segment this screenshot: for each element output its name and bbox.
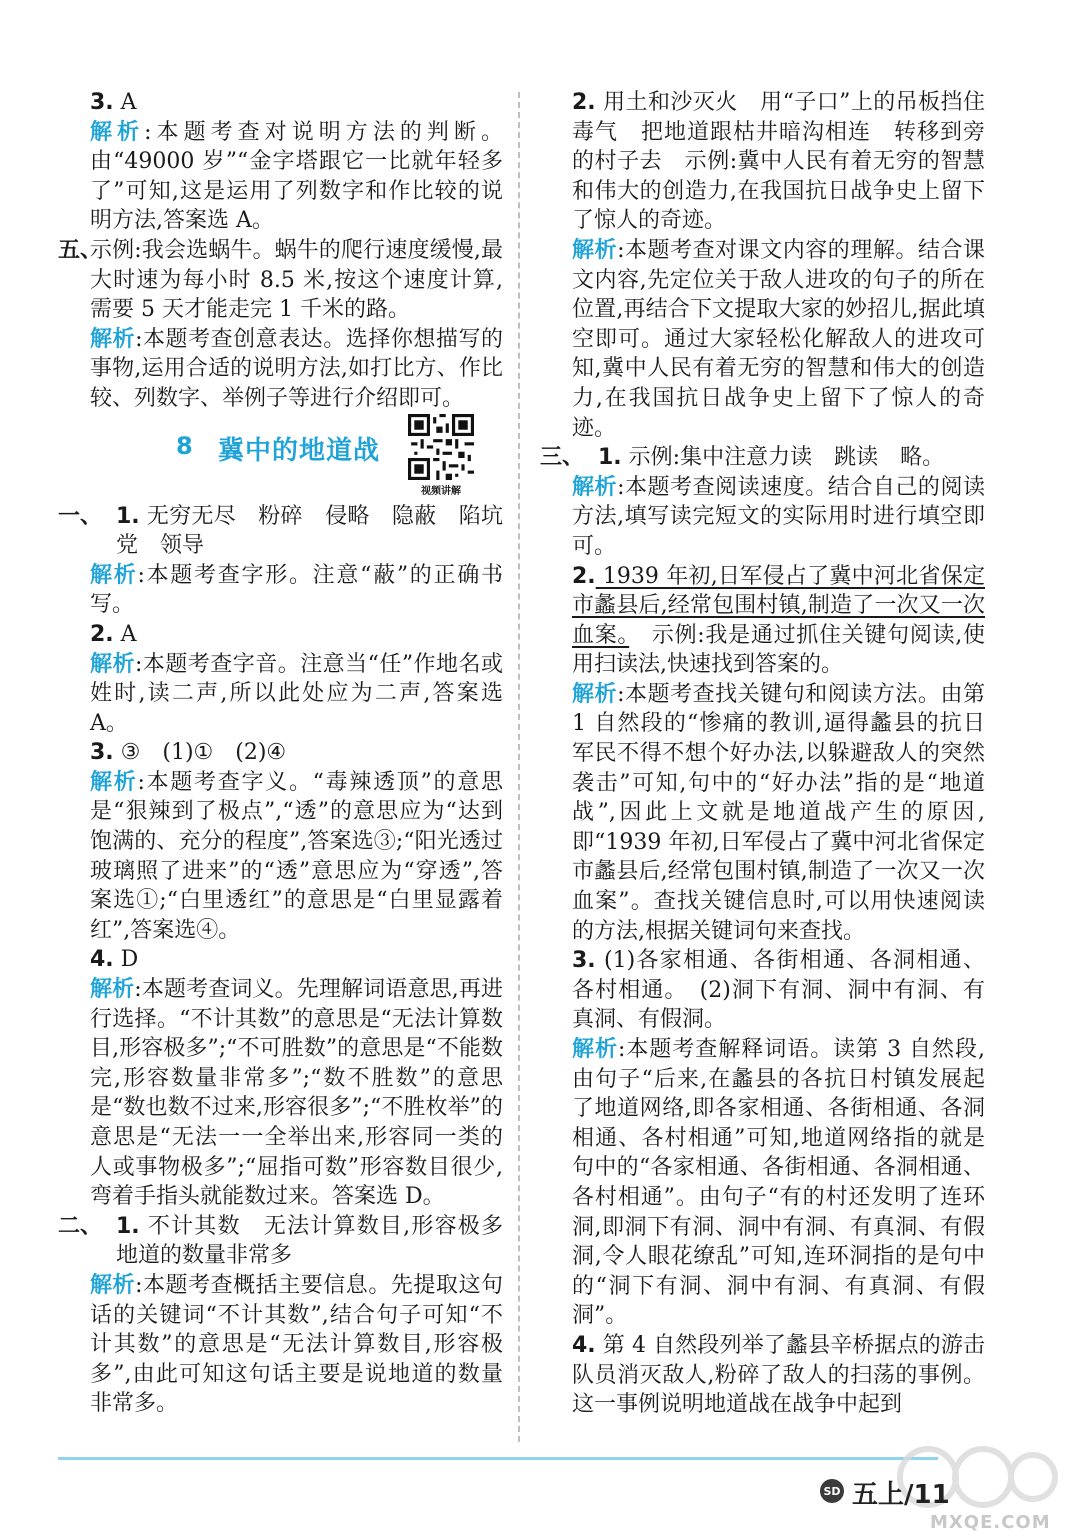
lesson-heading	[58, 420, 503, 497]
section-1-answer-2: 2. A	[90, 621, 137, 647]
section-1-answer-3: 3. ③ (1)① (2)④	[90, 740, 287, 766]
section-1-analysis-2: 解析:本题考查字音。注意当“任”作地名或姓时,读二声,所以此处应为二声,答案选 A。	[90, 651, 503, 736]
section-1-answer-1: 一、 1. 无穷无尽 粉碎 侵略 隐蔽 陷坑 党 领导	[58, 503, 526, 559]
section-2-answer-2: 2. 用土和沙灭火 用“子口”上的吊板挡住毒气 把地道跟枯井暗沟相连 转移到旁的村子去 示例:冀中人民有着无穷的智慧和伟大的创造力,在我国抗日战争史上留下了惊人的奇迹。	[572, 90, 985, 234]
section-2-answer-1: 二、 1. 不计其数 无法计算数目,形容极多 地道的数量非常多	[58, 1213, 526, 1269]
section-5-answer: 五、 示例:我会选蜗牛。蜗牛的爬行速度缓慢,最大时速为每小时 8.5 米,按这个速度计算,需要 5 天才能走完 1 千米的路。	[58, 237, 503, 323]
left-column	[58, 88, 526, 1419]
footer-rule	[58, 1457, 938, 1460]
section-2-analysis-2: 解析:本题考查对课文内容的理解。结合课文内容,先定位关于敌人进攻的句子的所在位置,再结合下文提取大家的妙招儿,据此填空即可。通过大家轻松化解敌人的进攻可知,冀中人民有着无穷的智慧和伟大的创造力,在我国抗日战争史上留下了惊人的奇迹。	[572, 237, 985, 441]
section-3-analysis-2: 解析:本题考查找关键句和阅读方法。由第 1 自然段的“惨痛的教训,逼得蠡县的抗日军民不得不想个好办法,以躲避敌人的突然袭击”可知,句中的“好办法”指的是“地道战”,因此上文就是地道战产生的原因,即“1939 年初,日军侵占了冀中河北省保定市蠡县后,经常包围村镇,制造了一次又一次血案”。查找关键信息时,可以用快速阅读的方法,根据关键词句来查找。	[572, 681, 985, 944]
page-number: 五上/11	[852, 1480, 950, 1510]
section-2-analysis-1: 解析:本题考查概括主要信息。先提取这句话的关键词“不计其数”,结合句子可知“不计其数”的意思是“无法计算数目,形容极多”,由此可知这句话主要是说地道的数量非常多。	[90, 1272, 503, 1417]
section-1-answer-4: 4. D	[90, 947, 139, 973]
answer-3: 3. A	[90, 90, 137, 115]
section-3-analysis-3: 解析:本题考查解释词语。读第 3 自然段,由句子“后来,在蠡县的各抗日村镇发展起了地道网络,即各家相通、各街相通、各洞相通、各村相通”可知,地道网络指的就是句中的“各家相通、各街相通、各洞相通、各村相通”。由句子“有的村还发明了连环洞,即洞下有洞、洞中有洞、有真洞、有假洞,令人眼花缭乱”可知,连环洞指的是句中的“洞下有洞、洞中有洞、有真洞、有假洞”。	[572, 1037, 985, 1329]
publisher-badge: SD	[820, 1479, 844, 1503]
section-1-analysis-4: 解析:本题考查词义。先理解词语意思,再进行选择。“不计其数”的意思是“无法计算数目,形容极多”;“不可胜数”的意思是“不能数完,形容数量非常多”;“数不胜数”的意思是“数也数不过来,形容很多”;“不胜枚举”的意思是“无法一一全举出来,形容同一类的人或事物极多”;“屈指可数”形容数目很少,弯着手指头就能数过来。答案选 D。	[90, 977, 503, 1210]
qr-code-label: 视频讲解	[421, 485, 461, 497]
analysis-3: 解析:本题考查对说明方法的判断。由“49000 岁”“金字塔跟它一比就年轻多了”可知,这是运用了列数字和作比较的说明方法,答案选 A。	[90, 119, 503, 234]
section-5-analysis: 解析:本题考查创意表达。选择你想描写的事物,运用合适的说明方法,如打比方、作比较、列数字、举例子等进行介绍即可。	[90, 326, 503, 411]
section-3-answer-3: 3. (1)各家相通、各街相通、各洞相通、各村相通。 (2)洞下有洞、洞中有洞、有真洞、有假洞。	[572, 948, 985, 1033]
lesson-number: 8	[176, 431, 193, 460]
lesson-title: 冀中的地道战	[218, 435, 381, 466]
section-1-analysis-3: 解析:本题考查字义。“毒辣透顶”的意思是“狠辣到了极点”,“透”的意思应为“达到饱满的、充分的程度”,答案选③;“阳光透过玻璃照了进来”的“透”意思应为“穿透”,答案选①;“白里透红”的意思是“白里显露着红”,答案选④。	[90, 769, 503, 943]
qr-code-icon[interactable]	[408, 414, 474, 480]
section-3-answer-2: 2. 1939 年初,日军侵占了冀中河北省保定市蠡县后,经常包围村镇,制造了一次又一次血案。 示例:我是通过抓住关键句阅读,使用扫读法,快速找到答案的。	[572, 563, 985, 678]
section-3-analysis-1: 解析:本题考查阅读速度。结合自己的阅读方法,填写读完短文的实际用时进行填空即可。	[572, 474, 985, 559]
section-3-answer-4: 4. 第 4 自然段列举了蠡县辛桥据点的游击队员消灭敌人,粉碎了敌人的扫荡的事例。这一事例说明地道战在战争中起到	[572, 1332, 985, 1418]
section-1-analysis-1: 解析:本题考查字形。注意“蔽”的正确书写。	[90, 562, 503, 618]
right-column	[540, 88, 985, 1420]
watermark-text: MXQE.COM	[930, 1512, 1051, 1533]
column-divider	[518, 92, 520, 1442]
section-3-answer-1: 三、 1. 示例:集中注意力读 跳读 略。	[540, 445, 945, 471]
